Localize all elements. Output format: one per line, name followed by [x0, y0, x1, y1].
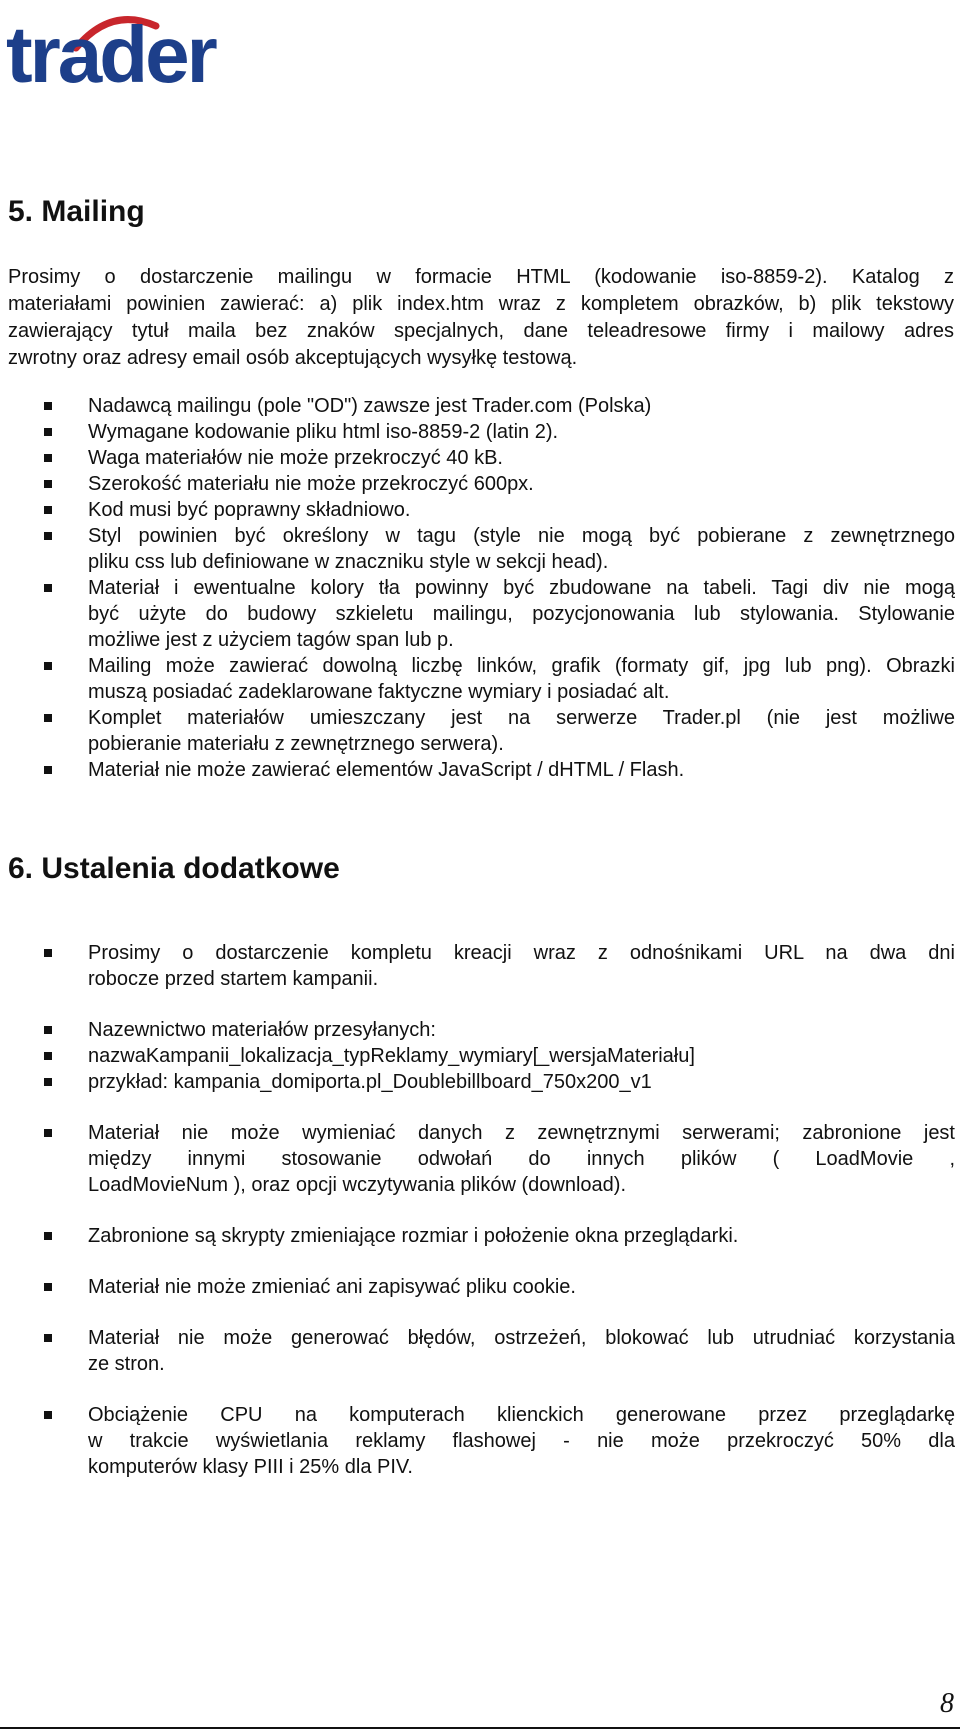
list-item-line: Materiał nie może zawierać elementów JavaScript / dHTML / Flash. — [88, 759, 685, 781]
list-item — [0, 1043, 955, 1069]
list-item-line: między innymi stosowanie odwołań do innych plików ( LoadMovie , — [88, 1148, 955, 1170]
list-item — [0, 575, 955, 653]
page-number: 8 — [940, 1688, 954, 1719]
list-item — [0, 497, 955, 523]
list-item — [0, 523, 955, 575]
list-item-line: Mailing może zawierać dowolną liczbę linków, grafik (formaty gif, jpg lub png). Obrazki — [88, 655, 955, 677]
footer-rule — [0, 1727, 960, 1729]
list-item — [0, 757, 955, 783]
list-item — [0, 471, 955, 497]
square-bullet-icon — [44, 1078, 52, 1086]
list-item-line: Styl powinien być określony w tagu (style nie mogą być pobierane z zewnętrznego — [88, 525, 955, 547]
square-bullet-icon — [44, 1334, 52, 1342]
logo-text: trader — [6, 10, 215, 99]
square-bullet-icon — [44, 662, 52, 670]
list-item — [0, 705, 955, 757]
list-item-line: Kod musi być poprawny składniowo. — [88, 499, 411, 521]
list-item-line: komputerów klasy PIII i 25% dla PIV. — [88, 1456, 413, 1478]
list-item-line: Nadawcą mailingu (pole "OD") zawsze jest Trader.com (Polska) — [88, 395, 652, 417]
list-item-line: Szerokość materiału nie może przekroczyć 600px. — [88, 473, 534, 495]
list-item-line: Materiał nie może zmieniać ani zapisywać pliku cookie. — [88, 1276, 576, 1298]
list-item — [0, 653, 955, 705]
list-item-line: Materiał nie może wymieniać danych z zewnętrznymi serwerami; zabronione jest — [88, 1122, 955, 1144]
intro-line: materiałami powinien zawierać: a) plik index.htm wraz z kompletem obrazków, b) plik tekstowy — [8, 293, 954, 315]
list-item — [0, 1069, 955, 1095]
list-item-line: Komplet materiałów umieszczany jest na serwerze Trader.pl (nie jest możliwe — [88, 707, 955, 729]
section-6-list — [0, 940, 960, 1480]
list-item — [0, 1402, 955, 1480]
list-item-line: pobieranie materiału z zewnętrznego serwera). — [88, 733, 504, 755]
list-item — [0, 419, 955, 445]
list-item-line: być użyte do budowy szkieletu mailingu, pozycjonowania lub stylowania. Stylowanie — [88, 603, 955, 625]
list-item — [0, 940, 955, 992]
section-5-intro — [8, 264, 954, 372]
list-item-line: Materiał nie może generować błędów, ostrzeżeń, blokować lub utrudniać korzystania — [88, 1327, 955, 1349]
list-item-line: muszą posiadać zadeklarowane faktyczne wymiary i posiadać alt. — [88, 681, 670, 703]
trader-logo — [6, 4, 215, 108]
list-item-line: nazwaKampanii_lokalizacja_typReklamy_wymiary[_wersjaMateriału] — [88, 1045, 695, 1067]
list-item-line: przykład: kampania_domiporta.pl_Doublebillboard_750x200_v1 — [88, 1071, 652, 1093]
square-bullet-icon — [44, 532, 52, 540]
list-item-line: Nazewnictwo materiałów przesyłanych: — [88, 1019, 436, 1041]
list-item-line: Wymagane kodowanie pliku html iso-8859-2 (latin 2). — [88, 421, 559, 443]
list-item — [0, 1120, 955, 1198]
square-bullet-icon — [44, 714, 52, 722]
square-bullet-icon — [44, 454, 52, 462]
square-bullet-icon — [44, 402, 52, 410]
intro-line: zawierający tytuł maila bez znaków specjalnych, dane teleadresowe firmy i mailowy adres — [8, 320, 954, 342]
list-item-line: możliwe jest z użyciem tagów span lub p. — [88, 629, 454, 651]
square-bullet-icon — [44, 1026, 52, 1034]
square-bullet-icon — [44, 1129, 52, 1137]
section-5-heading: 5. Mailing — [8, 195, 145, 228]
list-item-line: LoadMovieNum ), oraz opcji wczytywania plików (download). — [88, 1174, 626, 1196]
square-bullet-icon — [44, 1052, 52, 1060]
square-bullet-icon — [44, 506, 52, 514]
square-bullet-icon — [44, 480, 52, 488]
section-6-heading: 6. Ustalenia dodatkowe — [8, 852, 340, 885]
square-bullet-icon — [44, 1411, 52, 1419]
square-bullet-icon — [44, 428, 52, 436]
section-5-list — [0, 393, 960, 783]
list-item-line: Obciążenie CPU na komputerach klienckich generowane przez przeglądarkę — [88, 1404, 955, 1426]
list-item — [0, 1223, 955, 1249]
list-item-line: Waga materiałów nie może przekroczyć 40 kB. — [88, 447, 503, 469]
list-item-line: robocze przed startem kampanii. — [88, 968, 379, 990]
square-bullet-icon — [44, 766, 52, 774]
list-item — [0, 1017, 955, 1043]
intro-line: zwrotny oraz adresy email osób akceptujących wysyłkę testową. — [8, 347, 578, 369]
list-item — [0, 1325, 955, 1377]
square-bullet-icon — [44, 584, 52, 592]
list-item-line: Zabronione są skrypty zmieniające rozmiar i położenie okna przeglądarki. — [88, 1225, 739, 1247]
square-bullet-icon — [44, 1232, 52, 1240]
list-item — [0, 445, 955, 471]
square-bullet-icon — [44, 949, 52, 957]
square-bullet-icon — [44, 1283, 52, 1291]
list-item — [0, 1274, 955, 1300]
list-item-line: ze stron. — [88, 1353, 165, 1375]
list-item-line: pliku css lub definiowane w znaczniku style w sekcji head). — [88, 551, 609, 573]
list-item-line: Materiał i ewentualne kolory tła powinny być zbudowane na tabeli. Tagi div nie mogą — [88, 577, 955, 599]
list-item-line: w trakcie wyświetlania reklamy flashowej - nie może przekroczyć 50% dla — [88, 1430, 955, 1452]
list-item — [0, 393, 955, 419]
intro-line: Prosimy o dostarczenie mailingu w formacie HTML (kodowanie iso-8859-2). Katalog z — [8, 266, 954, 288]
list-item-line: Prosimy o dostarczenie kompletu kreacji wraz z odnośnikami URL na dwa dni — [88, 942, 955, 964]
